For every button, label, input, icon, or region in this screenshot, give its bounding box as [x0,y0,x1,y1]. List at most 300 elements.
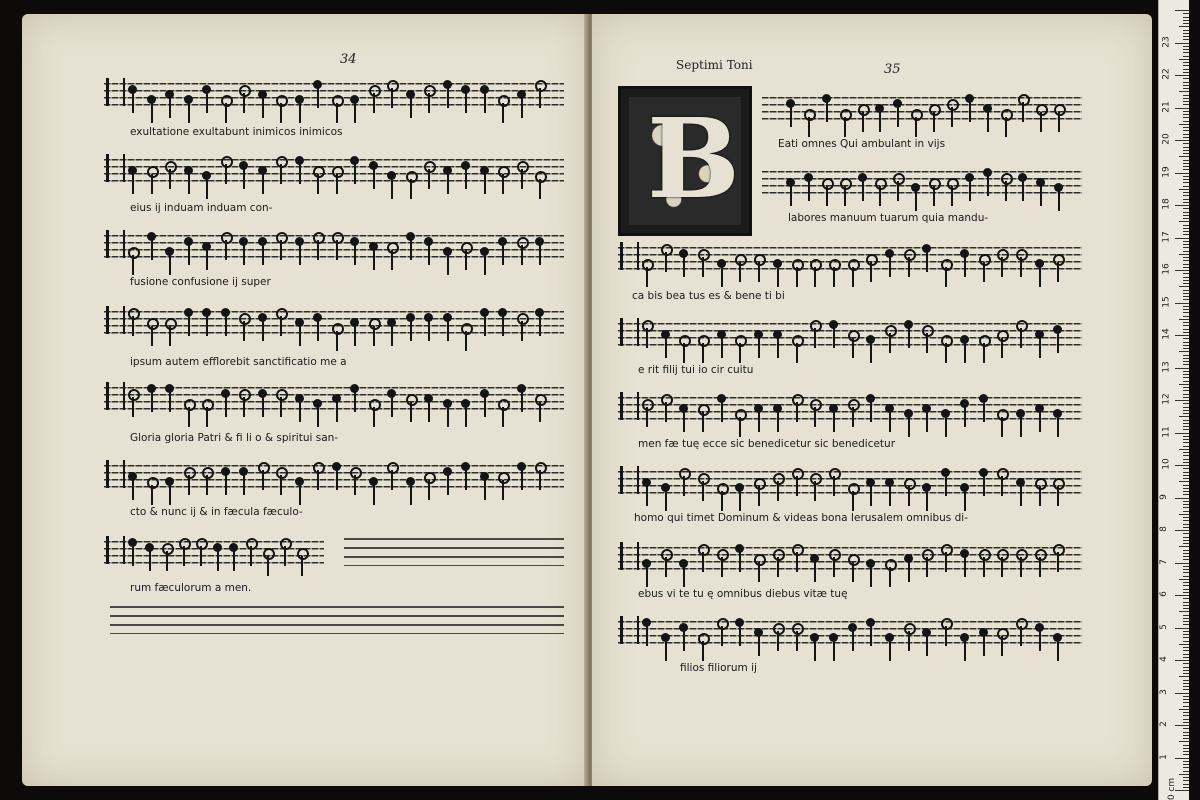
note-stem [814,562,816,582]
ruler-tick [1179,546,1189,547]
note-stem [166,551,168,571]
note-stem [777,631,779,651]
ruler-tick [1183,228,1189,229]
ruler-tick [1183,267,1189,268]
note-stem [484,174,486,194]
note-stem [1020,417,1022,437]
ruler-label: 14 [1161,328,1172,340]
ruler-tick [1183,251,1189,252]
note-stem [1020,257,1022,277]
music-note [1054,104,1066,116]
ruler-label: 5 [1158,623,1169,630]
note-stem [870,626,872,646]
note-stem [484,480,486,500]
ruler-tick [1175,530,1189,531]
ruler-tick [1183,371,1189,372]
page-header: Septimi Toni [676,58,753,72]
ruler-tick [1183,494,1189,495]
ruler-tick [1183,257,1189,258]
note-stem [1022,102,1024,122]
ruler-tick [1183,325,1189,326]
ruler-tick [1183,397,1189,398]
music-note [848,483,860,495]
note-stem [373,93,375,113]
note-stem [262,470,264,490]
note-stem [646,567,648,587]
music-note [997,549,1009,561]
note-stem [151,485,153,505]
music-note [461,323,473,335]
note-stem [870,567,872,587]
note-stem [758,636,760,656]
note-stem [665,402,667,422]
lyrics-line: ca bis bea tus es & bene ti bi [632,290,785,302]
ruler-label: 6 [1158,591,1169,597]
note-stem [373,169,375,189]
music-note [698,404,710,416]
music-note [997,409,1009,421]
note-stem [188,103,190,123]
note-stem [465,407,467,427]
ruler-tick [1183,420,1189,421]
note-stem [796,631,798,651]
ruler-tick [1183,767,1189,768]
note-stem [539,470,541,490]
note-stem [206,250,208,270]
note-stem [1001,417,1003,437]
ruler-tick [1179,286,1189,287]
music-note [332,232,344,244]
note-stem [1040,112,1042,132]
note-stem [721,491,723,511]
ruler-tick [1183,283,1189,284]
music-note [1001,173,1013,185]
music-note [498,399,510,411]
note-stem [484,316,486,336]
ruler-tick [1175,595,1189,596]
ruler-tick [1183,472,1189,473]
music-system [104,148,564,192]
note-stem [132,255,134,275]
note-stem [833,476,835,496]
note-stem [391,470,393,490]
ruler-tick [1183,218,1189,219]
note-stem [790,186,792,206]
ruler-tick [1183,264,1189,265]
music-note [922,325,934,337]
note-stem [897,181,899,201]
note-stem [833,557,835,577]
note-stem [933,112,935,132]
ruler-tick [1183,673,1189,674]
ruler-tick [1183,745,1189,746]
note-stem [683,631,685,651]
note-stem [243,245,245,265]
ruler-tick [1183,332,1189,333]
note-stem [739,262,741,282]
note-stem [267,556,269,576]
note-stem [465,250,467,270]
ruler-tick [1183,23,1189,24]
ruler-tick [1183,641,1189,642]
ruler-tick [1183,589,1189,590]
note-stem [862,112,864,132]
ruler-tick [1183,475,1189,476]
ruler-tick [1183,585,1189,586]
music-note [698,249,710,261]
note-stem [808,117,810,137]
ruler-tick [1183,559,1189,560]
music-note [941,618,953,630]
ruler-tick [1183,69,1189,70]
note-stem [739,626,741,646]
ruler-tick [1183,442,1189,443]
music-note [947,99,959,111]
note-stem [280,164,282,184]
note-stem [758,338,760,358]
note-stem [1001,338,1003,358]
ruler-tick [1183,273,1189,274]
note-stem [317,174,319,194]
note-stem [739,552,741,572]
note-stem [646,267,648,287]
music-note [332,323,344,335]
right-page [592,14,1152,786]
ruler-tick [1183,312,1189,313]
ruler-tick [1183,738,1189,739]
music-system [618,312,1082,356]
note-stem [926,412,928,432]
note-stem [777,267,779,287]
note-stem [926,333,928,353]
ruler-tick [1183,689,1189,690]
note-stem [354,392,356,412]
ruler-tick [1183,592,1189,593]
note-stem [777,557,779,577]
ruler-tick [1183,387,1189,388]
note-stem [908,562,910,582]
music-note [276,467,288,479]
note-stem [1001,557,1003,577]
music-note [941,259,953,271]
ruler-tick [1183,241,1189,242]
ruler-tick [1179,741,1189,742]
ruler-label: 13 [1161,360,1172,373]
note-stem [926,491,928,511]
ruler-tick [1183,309,1189,310]
note-stem [410,179,412,199]
ruler-tick [1179,221,1189,222]
music-note [717,483,729,495]
note-stem [262,245,264,265]
ruler-tick [1183,426,1189,427]
ruler-tick [1183,280,1189,281]
ruler-tick [1183,111,1189,112]
note-stem [702,641,704,661]
ruler-tick [1183,30,1189,31]
empty-staff [344,532,564,566]
ruler-tick [1183,748,1189,749]
note-stem [665,491,667,511]
ruler-tick [1183,754,1189,755]
music-note [829,468,841,480]
ruler-tick [1183,134,1189,135]
music-note [698,335,710,347]
lyrics-line: e rit filij tui io cir cuitu [638,364,754,376]
music-note [829,259,841,271]
ruler-tick [1175,368,1189,369]
ruler-tick [1183,683,1189,684]
music-note [904,623,916,635]
music-note [1016,618,1028,630]
ruler-tick [1183,182,1189,183]
note-stem [410,240,412,260]
music-note [941,335,953,347]
note-stem [410,98,412,118]
music-note [979,335,991,347]
note-stem [465,331,467,351]
ruler-tick [1183,153,1189,154]
note-stem [983,343,985,363]
music-note [679,335,691,347]
note-stem [665,338,667,358]
left-page [22,14,588,786]
music-note [1053,544,1065,556]
ruler-tick [1183,764,1189,765]
note-stem [243,321,245,341]
ruler-tick [1183,654,1189,655]
ruler-tick [1183,735,1189,736]
ruler-tick [1175,725,1189,726]
note-stem [964,407,966,427]
note-stem [317,88,319,108]
music-note [369,399,381,411]
music-note [754,554,766,566]
note-stem [889,412,891,432]
music-note [922,549,934,561]
ruler-tick [1183,147,1189,148]
note-stem [1039,486,1041,506]
note-stem [243,475,245,495]
ruler-tick [1183,160,1189,161]
music-note [904,249,916,261]
note-stem [739,343,741,363]
note-stem [826,186,828,206]
note-stem [225,316,227,336]
music-note [773,623,785,635]
note-stem [833,267,835,287]
music-system [104,300,564,344]
note-stem [1040,186,1042,206]
ruler-tick [1179,351,1189,352]
note-stem [833,641,835,661]
note-stem [646,626,648,646]
ruler-tick [1183,192,1189,193]
ruler-tick [1183,322,1189,323]
ruler-tick [1175,433,1189,434]
ruler-tick [1183,33,1189,34]
music-note [387,242,399,254]
note-stem [945,343,947,363]
music-note [642,320,654,332]
music-note [162,543,174,555]
ruler-tick [1183,680,1189,681]
note-stem [169,255,171,275]
note-stem [826,102,828,122]
music-note [221,232,233,244]
ruler-tick [1183,329,1189,330]
note-stem [1039,338,1041,358]
ruler-tick [1183,540,1189,541]
note-stem [539,316,541,336]
music-note [276,232,288,244]
note-stem [852,407,854,427]
note-stem [889,641,891,661]
note-stem [336,331,338,351]
ruler-label: 23 [1161,35,1172,48]
ruler-tick [1183,410,1189,411]
ruler-label: 16 [1161,263,1172,275]
note-stem [502,245,504,265]
ruler-tick [1183,608,1189,609]
music-note [128,308,140,320]
note-stem [721,338,723,358]
note-stem [132,174,134,194]
ruler-tick [1183,247,1189,248]
note-stem [683,257,685,277]
ruler-tick [1183,459,1189,460]
note-stem [983,262,985,282]
note-stem [317,407,319,427]
ruler-tick [1183,82,1189,83]
ruler-tick [1183,306,1189,307]
music-note [196,538,208,550]
ruler-tick [1179,384,1189,385]
ruler-tick [1183,130,1189,131]
music-note [258,462,270,474]
note-stem [169,392,171,412]
ruler-tick [1183,452,1189,453]
music-system [104,376,564,420]
music-note [387,80,399,92]
ruler-tick [1183,36,1189,37]
music-system [618,236,1082,280]
note-stem [225,103,227,123]
music-note [276,95,288,107]
note-stem [188,407,190,427]
note-stem [879,112,881,132]
note-stem [1005,117,1007,137]
ruler-tick [1183,696,1189,697]
note-stem [428,402,430,422]
music-note [885,559,897,571]
music-note [313,462,325,474]
music-system [618,460,1082,504]
ruler-tick [1175,140,1189,141]
music-note [313,166,325,178]
note-stem [983,476,985,496]
note-stem [262,321,264,341]
music-note [332,166,344,178]
note-stem [217,551,219,571]
ruler-tick [1183,715,1189,716]
ruler-tick [1175,693,1189,694]
ruler-label: 1 [1158,753,1169,760]
ruler-label: 22 [1161,68,1172,80]
note-stem [151,174,153,194]
music-note [810,259,822,271]
ruler-tick [1183,582,1189,583]
music-note [810,320,822,332]
ruler-tick [1183,49,1189,50]
ruler-tick [1183,761,1189,762]
note-stem [983,636,985,656]
lyrics-line: ipsum autem efflorebit sanctificatio me a [130,356,347,368]
ruler-tick [1183,403,1189,404]
note-stem [758,562,760,582]
music-note [128,247,140,259]
note-stem [206,179,208,199]
note-stem [521,245,523,265]
note-stem [933,186,935,206]
ruler-tick [1183,605,1189,606]
ruler-tick [1175,238,1189,239]
ruler-tick [1175,400,1189,401]
note-stem [280,475,282,495]
music-note [276,156,288,168]
ruler-tick [1183,234,1189,235]
note-stem [646,407,648,427]
ruler-label: 2 [1158,721,1169,727]
note-stem [502,407,504,427]
note-stem [1057,552,1059,572]
note-stem [870,262,872,282]
ruler-tick [1175,108,1189,109]
note-stem [354,326,356,346]
note-stem [852,631,854,651]
note-stem [391,397,393,417]
ruler-tick [1183,364,1189,365]
music-note [698,473,710,485]
music-note [424,161,436,173]
lyrics-line: Gloria gloria Patri & fi li o & spiritui san- [130,432,339,444]
ruler-tick [1183,686,1189,687]
ruler-tick [1183,348,1189,349]
ruler-tick [1183,488,1189,489]
note-stem [539,88,541,108]
note-stem [317,240,319,260]
ruler-tick [1183,533,1189,534]
note-stem [1020,486,1022,506]
note-stem [777,481,779,501]
ruler-tick [1183,56,1189,57]
music-note [679,468,691,480]
ruler-tick [1183,520,1189,521]
ruler-label: 8 [1158,526,1169,532]
music-note [792,335,804,347]
music-note [717,618,729,630]
ruler-tick [1183,537,1189,538]
note-stem [758,412,760,432]
ruler-tick [1183,52,1189,53]
note-stem [1001,636,1003,656]
ruler-tick [1183,702,1189,703]
note-stem [814,641,816,661]
note-stem [814,267,816,287]
ruler-tick [1183,446,1189,447]
music-system [762,160,1082,204]
ruler-tick [1183,95,1189,96]
